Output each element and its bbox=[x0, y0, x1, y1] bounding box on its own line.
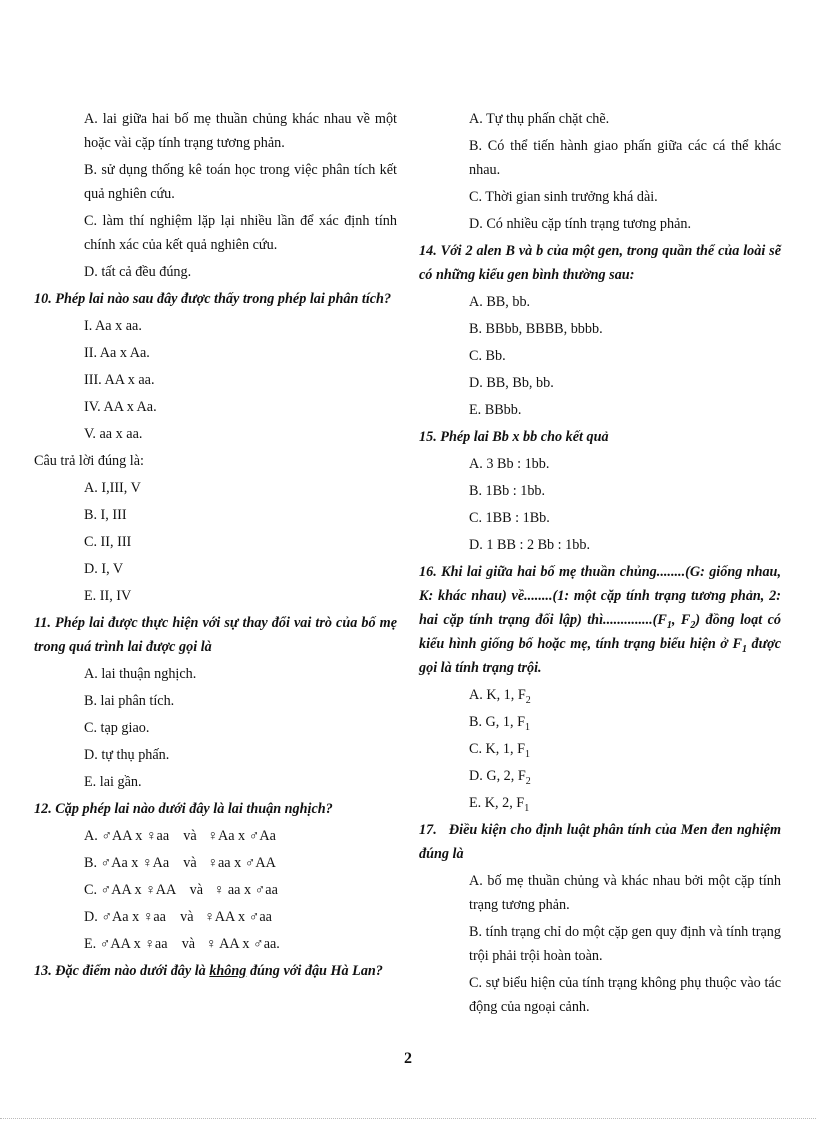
q14-option-e: E. BBbb. bbox=[469, 402, 522, 418]
question-text-end: đúng với đậu Hà Lan? bbox=[249, 963, 383, 979]
question-number: 16. bbox=[419, 564, 437, 580]
page-bottom-divider bbox=[0, 1118, 816, 1119]
subscript: 1 bbox=[666, 619, 672, 631]
q12-option-c: C. ♂AA x ♀AA và ♀ aa x ♂aa bbox=[84, 882, 278, 898]
q11-option-b: B. lai phân tích. bbox=[84, 693, 175, 709]
option-text: C. K, 1, F bbox=[469, 741, 525, 757]
question-14 bbox=[419, 239, 781, 287]
q10-option-e: E. II, IV bbox=[84, 588, 132, 604]
option-text: D. G, 2, F bbox=[469, 768, 526, 784]
emphasis-word: không bbox=[209, 963, 247, 979]
question-10 bbox=[34, 287, 397, 311]
subscript: 1 bbox=[524, 802, 530, 814]
q10-item-3: III. AA x aa. bbox=[84, 372, 155, 388]
question-number: 14. bbox=[419, 243, 437, 259]
q15-option-d: D. 1 BB : 2 Bb : 1bb. bbox=[469, 537, 591, 553]
question-17 bbox=[419, 818, 781, 866]
left-column bbox=[34, 104, 397, 986]
question-number: 13. bbox=[34, 963, 52, 979]
subscript: 2 bbox=[525, 775, 531, 787]
subscript: 1 bbox=[524, 748, 530, 760]
q10-option-d: D. I, V bbox=[84, 561, 124, 577]
question-text: ) đồng loạt có kiểu hình giống bố hoặc mẹ, tính trạng biểu hiện ở F bbox=[419, 612, 782, 652]
question-number: 15. bbox=[419, 429, 437, 445]
q13-option-b: B. Có thể tiến hành giao phấn giữa các cá thể khác nhau. bbox=[469, 138, 781, 178]
q13-option-c: C. Thời gian sinh trưởng khá dài. bbox=[469, 189, 658, 205]
question-number: 10. bbox=[34, 291, 52, 307]
question-text: Phép lai Bb x bb cho kết quả bbox=[440, 429, 609, 445]
question-16 bbox=[419, 560, 781, 680]
question-text: Điều kiện cho định luật phân tính của Men đen nghiệm đúng là bbox=[419, 822, 782, 862]
q14-option-a: A. BB, bb. bbox=[469, 294, 531, 310]
q17-option-c: C. sự biểu hiện của tính trạng không phụ thuộc vào tác động của ngoại cảnh. bbox=[469, 975, 781, 1015]
q11-option-a: A. lai thuận nghịch. bbox=[84, 666, 197, 682]
question-text: Phép lai nào sau đây được thấy trong phép lai phân tích? bbox=[55, 291, 392, 307]
q10-item-5: V. aa x aa. bbox=[84, 426, 143, 442]
q12-option-d: D. ♂Aa x ♀aa và ♀AA x ♂aa bbox=[84, 909, 272, 925]
q13-option-d: D. Có nhiều cặp tính trạng tương phản. bbox=[469, 216, 692, 232]
question-number: 11. bbox=[34, 615, 51, 631]
question-13 bbox=[34, 959, 397, 983]
q10-item-4: IV. AA x Aa. bbox=[84, 399, 157, 415]
q16-option-e bbox=[419, 791, 781, 815]
q11-option-c: C. tạp giao. bbox=[84, 720, 150, 736]
q16-option-b bbox=[419, 710, 781, 734]
q16-option-c bbox=[419, 737, 781, 761]
right-column bbox=[419, 104, 781, 1022]
q14-option-d: D. BB, Bb, bb. bbox=[469, 375, 554, 391]
q9-option-b: B. sử dụng thống kê toán học trong việc phân tích kết quả nghiên cứu. bbox=[84, 162, 397, 202]
option-text: A. K, 1, F bbox=[469, 687, 526, 703]
question-text: Phép lai được thực hiện với sự thay đổi vai trò của bố mẹ trong quá trình lai được gọi là bbox=[34, 615, 397, 655]
q16-option-a bbox=[419, 683, 781, 707]
q15-option-a: A. 3 Bb : 1bb. bbox=[469, 456, 550, 472]
q13-option-a: A. Tự thụ phấn chặt chẽ. bbox=[469, 111, 610, 127]
subscript: 1 bbox=[741, 643, 747, 655]
question-text: Khi lai giữa hai bố mẹ thuần chủng........(G: giống nhau, K: khác nhau) về........(1: một cặp tính trạng tương phản, 2: hai cặp tính trạng đối lập) thì..............(F bbox=[419, 564, 781, 628]
q9-option-d: D. tất cả đều đúng. bbox=[84, 264, 192, 280]
subscript: 2 bbox=[525, 694, 531, 706]
q9-option-a: A. lai giữa hai bố mẹ thuần chủng khác nhau về một hoặc vài cặp tính trạng tương phản. bbox=[84, 111, 397, 151]
subscript: 2 bbox=[690, 619, 696, 631]
q15-option-c: C. 1BB : 1Bb. bbox=[469, 510, 550, 526]
q12-option-b: B. ♂Aa x ♀Aa và ♀aa x ♂AA bbox=[84, 855, 276, 871]
q10-option-b: B. I, III bbox=[84, 507, 127, 523]
q11-option-e: E. lai gần. bbox=[84, 774, 142, 790]
question-number: 12. bbox=[34, 801, 52, 817]
q10-option-c: C. II, III bbox=[84, 534, 132, 550]
option-text: B. G, 1, F bbox=[469, 714, 525, 730]
q12-option-a: A. ♂AA x ♀aa và ♀Aa x ♂Aa bbox=[84, 828, 276, 844]
q15-option-b: B. 1Bb : 1bb. bbox=[469, 483, 546, 499]
question-11 bbox=[34, 611, 397, 659]
q14-option-b: B. BBbb, BBBB, bbbb. bbox=[469, 321, 603, 337]
question-text: Cặp phép lai nào dưới đây là lai thuận nghịch? bbox=[55, 801, 333, 817]
q16-option-d bbox=[419, 764, 781, 788]
q11-option-d: D. tự thụ phấn. bbox=[84, 747, 170, 763]
question-text: , F bbox=[671, 612, 691, 628]
question-number: 17. bbox=[419, 822, 437, 838]
question-text: được gọi là tính trạng trội. bbox=[419, 636, 781, 676]
q10-item-2: II. Aa x Aa. bbox=[84, 345, 150, 361]
option-text: E. K, 2, F bbox=[469, 795, 525, 811]
q12-option-e: E. ♂AA x ♀aa và ♀ AA x ♂aa. bbox=[84, 936, 280, 952]
page-number: 2 bbox=[404, 1050, 412, 1067]
q10-item-1: I. Aa x aa. bbox=[84, 318, 142, 334]
q10-option-a: A. I,III, V bbox=[84, 480, 141, 496]
question-15 bbox=[419, 425, 781, 449]
question-text: Đặc điểm nào dưới đây là bbox=[55, 963, 206, 979]
q10-answer-label: Câu trả lời đúng là: bbox=[34, 453, 144, 469]
question-text: Với 2 alen B và b của một gen, trong quần thể của loài sẽ có những kiểu gen bình thường sau: bbox=[419, 243, 781, 283]
q9-option-c: C. làm thí nghiệm lặp lại nhiều lần để xác định tính chính xác của kết quả nghiên cứu. bbox=[84, 213, 397, 253]
question-12 bbox=[34, 797, 397, 821]
q17-option-a: A. bố mẹ thuần chủng và khác nhau bởi một cặp tính trạng tương phản. bbox=[469, 873, 781, 913]
q17-option-b: B. tính trạng chỉ do một cặp gen quy định và tính trạng trội phải trội hoàn toàn. bbox=[469, 924, 781, 964]
subscript: 1 bbox=[524, 721, 530, 733]
q14-option-c: C. Bb. bbox=[469, 348, 506, 364]
